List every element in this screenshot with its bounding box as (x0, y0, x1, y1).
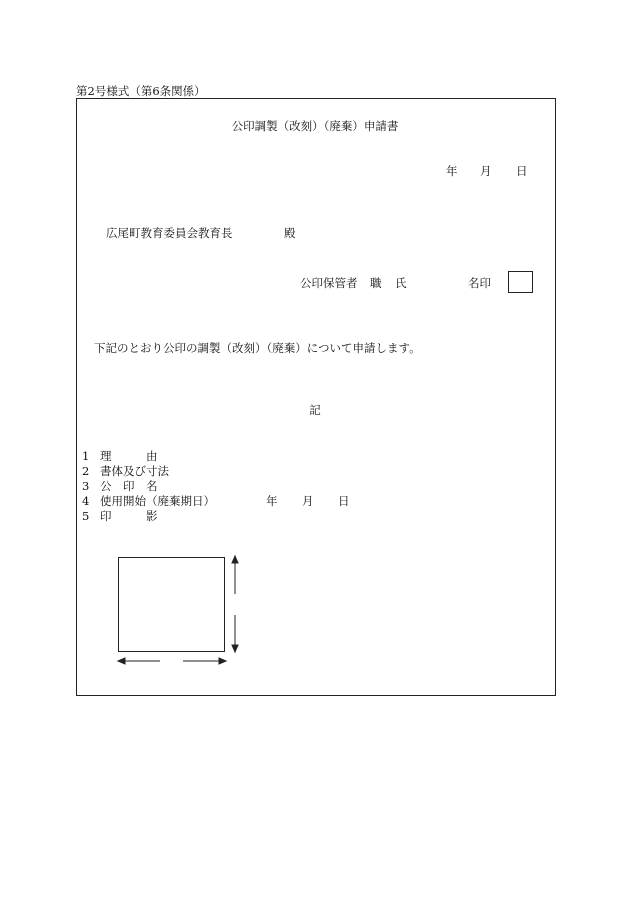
applicant-name-seal: 名印 (468, 276, 491, 290)
item-label: 理 由 (100, 449, 158, 463)
imprint-box (118, 557, 225, 652)
list-item-start-date (82, 496, 215, 508)
ki-heading: 記 (309, 403, 321, 417)
applicant-role: 公印保管者 (300, 276, 358, 290)
item-number: 3 (82, 479, 90, 493)
date-day: 日 (516, 164, 528, 178)
item4-month: 月 (302, 494, 314, 508)
form-number-label: 第2号様式（第6条関係） (76, 84, 206, 98)
addressee: 広尾町教育委員会教育長 (106, 226, 233, 240)
item-number: 5 (82, 509, 90, 523)
list-item-font-size (82, 466, 169, 478)
seal-box (508, 271, 533, 293)
item-label: 使用開始（廃棄期日） (100, 494, 215, 508)
item-number: 1 (82, 449, 90, 463)
honorific: 殿 (284, 226, 296, 240)
item-label: 公 印 名 (100, 479, 158, 493)
form-title: 公印調製（改刻）（廃棄）申請書 (231, 119, 399, 133)
list-item-seal-name (82, 481, 158, 493)
date-month: 月 (480, 164, 492, 178)
applicant-position: 職 (370, 276, 382, 290)
item4-day: 日 (338, 494, 350, 508)
applicant-surname: 氏 (395, 276, 407, 290)
item-label: 印 影 (100, 509, 158, 523)
item-number: 2 (82, 464, 90, 478)
date-year: 年 (446, 164, 458, 178)
item-number: 4 (82, 494, 90, 508)
list-item-reason (82, 451, 158, 463)
request-text: 下記のとおり公印の調製（改刻）（廃棄）について申請します。 (94, 341, 421, 355)
item-label: 書体及び寸法 (100, 464, 169, 478)
item4-year: 年 (266, 494, 278, 508)
list-item-imprint (82, 511, 158, 523)
